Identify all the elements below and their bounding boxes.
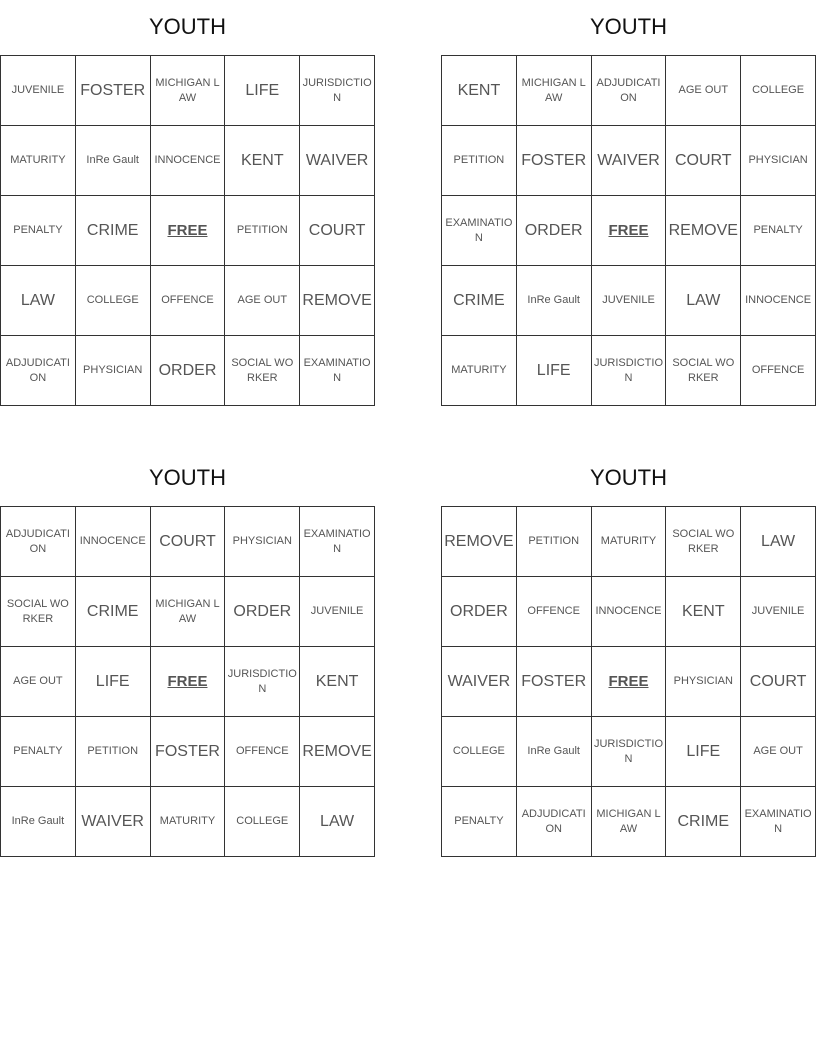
bingo-cell: MICHIGAN LAW [151, 577, 226, 647]
bingo-cell: PHYSICIAN [741, 126, 816, 196]
bingo-cell: REMOVE [442, 507, 517, 577]
bingo-cell: PENALTY [1, 717, 76, 787]
bingo-cell: PETITION [442, 126, 517, 196]
bingo-cell: InRe Gault [517, 266, 592, 336]
bingo-cell: MATURITY [151, 787, 226, 857]
bingo-cell: JUVENILE [741, 577, 816, 647]
free-space-cell: FREE [151, 196, 226, 266]
bingo-cell: LIFE [517, 336, 592, 406]
bingo-cell: CRIME [76, 196, 151, 266]
bingo-cell: ADJUDICATION [1, 507, 76, 577]
bingo-cell: LIFE [225, 56, 300, 126]
bingo-cell: WAIVER [300, 126, 375, 196]
card-title: YOUTH [149, 465, 226, 490]
bingo-cell: EXAMINATION [300, 507, 375, 577]
bingo-cell: COLLEGE [76, 266, 151, 336]
bingo-cell: PHYSICIAN [666, 647, 741, 717]
card-title: YOUTH [149, 14, 226, 39]
bingo-cell: JURISDICTION [225, 647, 300, 717]
bingo-cell: EXAMINATION [741, 787, 816, 857]
bingo-cell: SOCIAL WORKER [666, 507, 741, 577]
bingo-cell: ORDER [517, 196, 592, 266]
bingo-cell: CRIME [442, 266, 517, 336]
bingo-cell: PENALTY [741, 196, 816, 266]
bingo-cell: JUVENILE [1, 56, 76, 126]
bingo-cell: EXAMINATION [442, 196, 517, 266]
bingo-cell: ORDER [442, 577, 517, 647]
bingo-cell: PHYSICIAN [76, 336, 151, 406]
bingo-cell: FOSTER [517, 126, 592, 196]
bingo-cell: FOSTER [76, 56, 151, 126]
bingo-cell: PETITION [517, 507, 592, 577]
bingo-cell: LIFE [666, 717, 741, 787]
bingo-cell: CRIME [76, 577, 151, 647]
bingo-cell: JURISDICTION [592, 717, 667, 787]
bingo-cell: REMOVE [300, 266, 375, 336]
bingo-cell: INNOCENCE [151, 126, 226, 196]
bingo-cell: COURT [666, 126, 741, 196]
bingo-cell: COURT [300, 196, 375, 266]
bingo-cell: OFFENCE [225, 717, 300, 787]
free-space-cell: FREE [592, 647, 667, 717]
bingo-cell: KENT [300, 647, 375, 717]
bingo-cell: REMOVE [666, 196, 741, 266]
bingo-cell: WAIVER [442, 647, 517, 717]
bingo-cell: OFFENCE [517, 577, 592, 647]
bingo-cell: KENT [666, 577, 741, 647]
bingo-cell: InRe Gault [517, 717, 592, 787]
bingo-cell: SOCIAL WORKER [225, 336, 300, 406]
bingo-cell: LIFE [76, 647, 151, 717]
bingo-cell: PENALTY [1, 196, 76, 266]
bingo-cell: COLLEGE [442, 717, 517, 787]
bingo-cell: AGE OUT [666, 56, 741, 126]
bingo-cell: MICHIGAN LAW [517, 56, 592, 126]
bingo-cell: KENT [442, 56, 517, 126]
bingo-cell: OFFENCE [151, 266, 226, 336]
bingo-cell: MATURITY [442, 336, 517, 406]
bingo-cell: MICHIGAN LAW [592, 787, 667, 857]
bingo-cell: ADJUDICATION [592, 56, 667, 126]
bingo-cell: LAW [300, 787, 375, 857]
bingo-cell: AGE OUT [741, 717, 816, 787]
bingo-cell: MATURITY [592, 507, 667, 577]
bingo-cell: ORDER [151, 336, 226, 406]
bingo-cell: AGE OUT [225, 266, 300, 336]
card-title: YOUTH [590, 14, 667, 39]
bingo-cell: JUVENILE [300, 577, 375, 647]
bingo-grid [0, 55, 375, 406]
bingo-cell: InRe Gault [1, 787, 76, 857]
bingo-grid [0, 506, 375, 857]
bingo-cell: FOSTER [517, 647, 592, 717]
bingo-grid [441, 506, 816, 857]
bingo-cell: ADJUDICATION [1, 336, 76, 406]
bingo-cell: InRe Gault [76, 126, 151, 196]
bingo-cell: SOCIAL WORKER [666, 336, 741, 406]
bingo-cell: JUVENILE [592, 266, 667, 336]
bingo-cell: FOSTER [151, 717, 226, 787]
card-title: YOUTH [590, 465, 667, 490]
bingo-cell: EXAMINATION [300, 336, 375, 406]
free-space-cell: FREE [151, 647, 226, 717]
bingo-cell: JURISDICTION [592, 336, 667, 406]
bingo-cell: INNOCENCE [741, 266, 816, 336]
free-space-cell: FREE [592, 196, 667, 266]
bingo-cell: LAW [1, 266, 76, 336]
bingo-grid [441, 55, 816, 406]
bingo-cell: ORDER [225, 577, 300, 647]
bingo-cell: PENALTY [442, 787, 517, 857]
bingo-cell: LAW [741, 507, 816, 577]
bingo-cell: OFFENCE [741, 336, 816, 406]
bingo-cell: PETITION [76, 717, 151, 787]
bingo-cell: AGE OUT [1, 647, 76, 717]
bingo-cell: PETITION [225, 196, 300, 266]
bingo-cell: WAIVER [592, 126, 667, 196]
bingo-cell: KENT [225, 126, 300, 196]
bingo-cell: COLLEGE [225, 787, 300, 857]
bingo-cell: COURT [151, 507, 226, 577]
bingo-cell: MICHIGAN LAW [151, 56, 226, 126]
bingo-cell: JURISDICTION [300, 56, 375, 126]
bingo-cell: PHYSICIAN [225, 507, 300, 577]
bingo-cell: LAW [666, 266, 741, 336]
bingo-cell: MATURITY [1, 126, 76, 196]
bingo-cell: WAIVER [76, 787, 151, 857]
bingo-cell: SOCIAL WORKER [1, 577, 76, 647]
bingo-cell: INNOCENCE [592, 577, 667, 647]
bingo-cell: INNOCENCE [76, 507, 151, 577]
bingo-cell: CRIME [666, 787, 741, 857]
bingo-cell: REMOVE [300, 717, 375, 787]
bingo-cell: COURT [741, 647, 816, 717]
bingo-cell: ADJUDICATION [517, 787, 592, 857]
bingo-cell: COLLEGE [741, 56, 816, 126]
